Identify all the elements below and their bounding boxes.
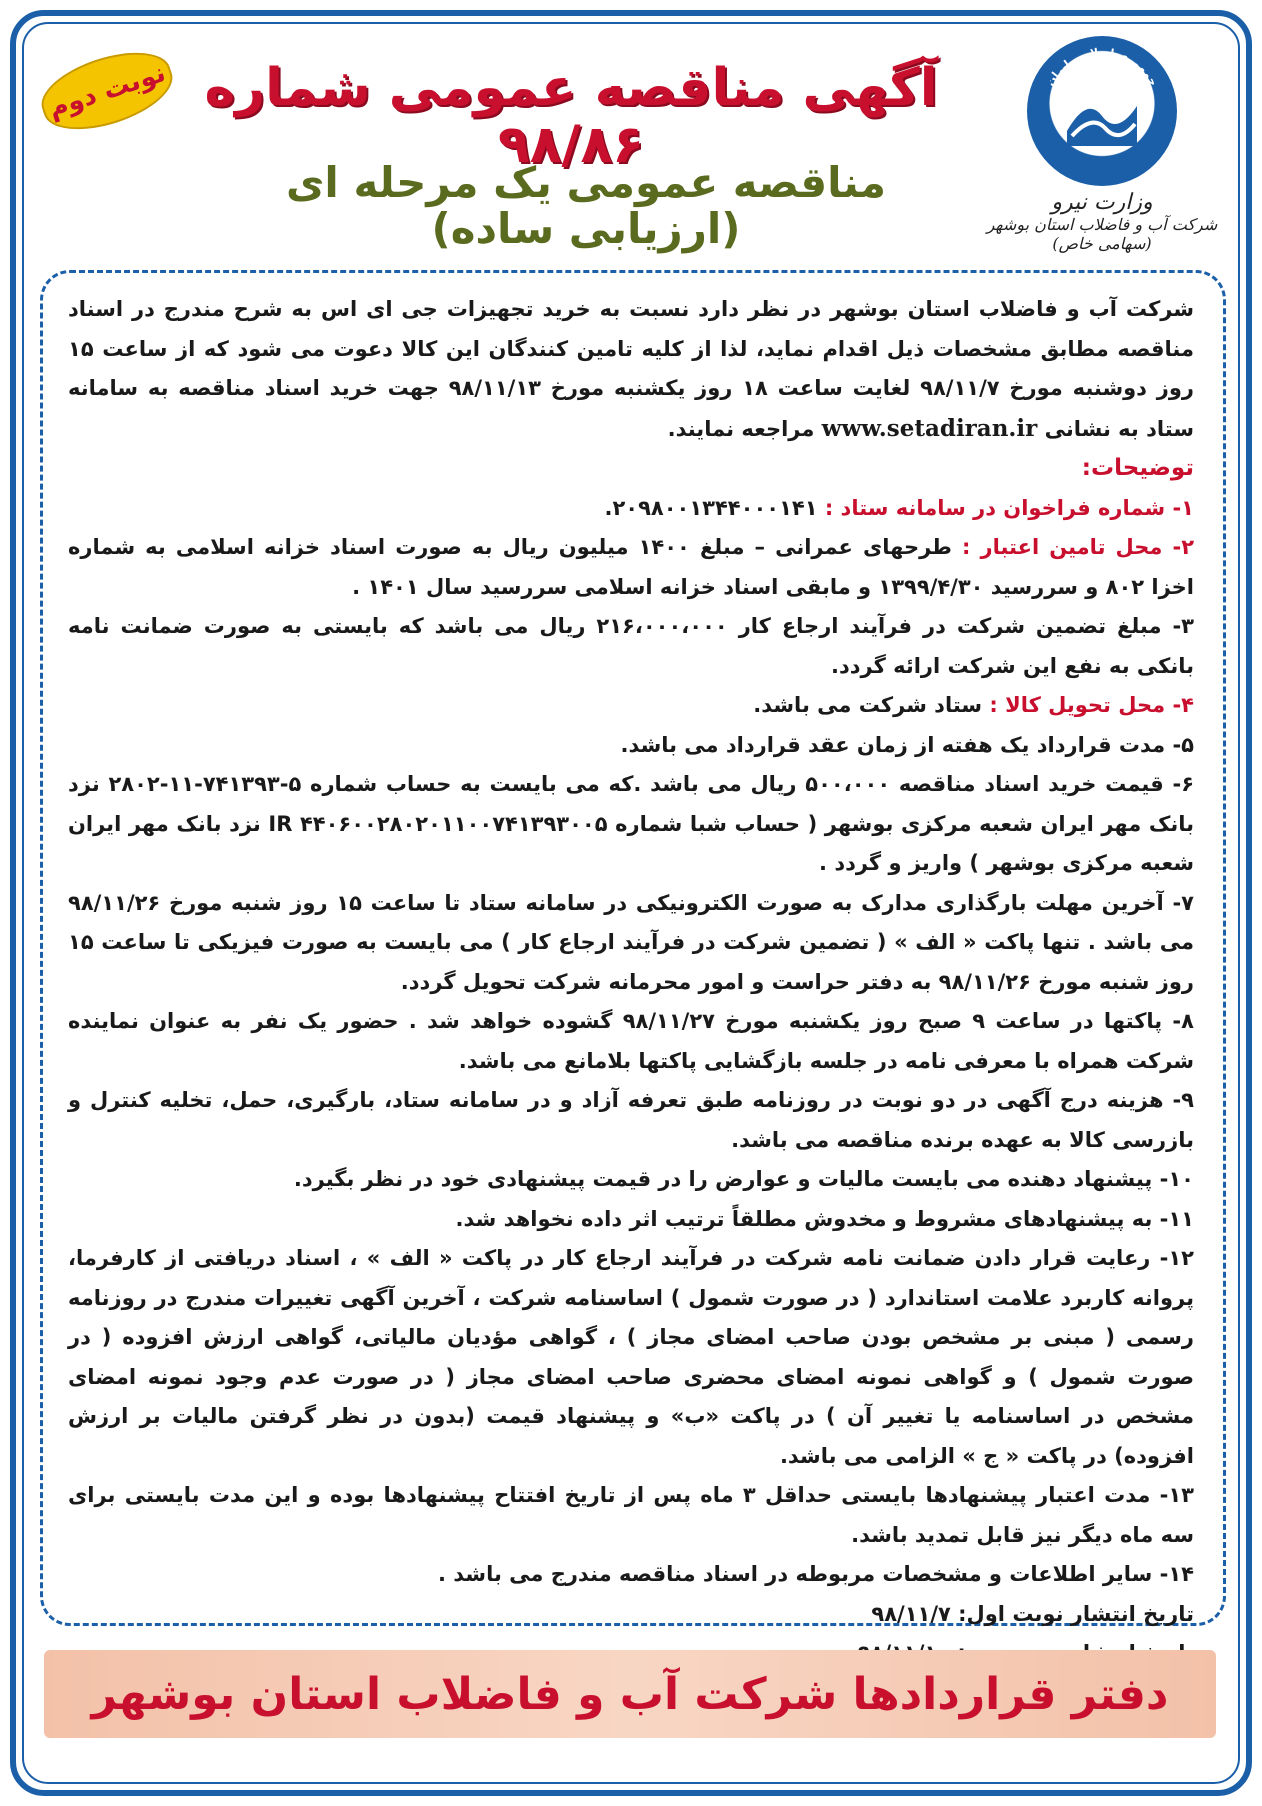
list-item — [68, 686, 1194, 726]
header — [30, 30, 1232, 260]
item-text: ۱۳- مدت اعتبار پیشنهادها بایستی حداقل ۳ ماه پس از تاریخ افتتاح پیشنهادها بوده و این مدت بایستی برای سه ماه دیگر نیز قابل تمدید باشد. — [68, 1483, 1194, 1547]
list-item — [68, 1555, 1194, 1595]
list-item — [68, 884, 1194, 1003]
list-item — [68, 528, 1194, 607]
list-item — [68, 607, 1194, 686]
item-text: ۲۰۹۸۰۰۱۳۴۴۰۰۰۱۴۱. — [604, 495, 818, 520]
item-text: ۶- قیمت خرید اسناد مناقصه ۵۰۰،۰۰۰ ریال می باشد .که می بایست به حساب شماره ۵-۷۴۱۳۹۳-۱۱-۲۸۰۲ نزد بانک مهر ایران شعبه مرکزی بوشهر ( حساب شبا شماره IR ۴۴۰۶۰۰۲۸۰۲۰۱۱۰۰۷۴۱۳۹۳۰۰۵ نزد بانک مهر ایران شعبه مرکزی بوشهر ) واریز و گردد . — [68, 772, 1195, 875]
footer-signature: دفتر قراردادها شرکت آب و فاضلاب استان بوشهر — [91, 1668, 1169, 1720]
intro-text-end: مراجعه نمایند. — [667, 416, 815, 441]
item-text: ۹- هزینه درج آگهی در دو نوبت در روزنامه طبق تعرفه آزاد و در سامانه ستاد، بارگیری، حمل، تخلیه کنترل و بازرسی کالا به عهده برنده مناقصه می باشد. — [68, 1088, 1194, 1152]
logo-block — [982, 36, 1222, 256]
publish-date-first: تاریخ انتشار نوبت اول: ۹۸/۱۱/۷ — [871, 1601, 1194, 1626]
item-text: ۱۲- رعایت قرار دادن ضمانت نامه شرکت در فرآیند ارجاع کار در پاکت « الف » ، اسناد دریافتی از کارفرما، پروانه کاربرد علامت استاندارد ( در صورت شمول ) اساسنامه شرکت ، آخرین آگهی تغییرات مندرج در روزنامه رسمی ( مبنی بر مشخص بودن صاحب امضای مجاز ) ، گواهی مؤدیان مالیاتی، گواهی ارزش افزوده ( در صورت شمول ) و گواهی نمونه امضای محضری صاحب امضای مجاز ( در صورت عدم وجود نمونه امضای مشخص در اساسنامه یا تغییر آن ) در پاکت «ب» و پیشنهاد قیمت (بدون در نظر گرفتن مالیات بر ارزش افزوده) در پاکت « ج » الزامی می باشد. — [68, 1246, 1194, 1468]
footer-bar — [44, 1650, 1216, 1738]
item-label: ۱- شماره فراخوان در سامانه ستاد : — [824, 495, 1194, 520]
item-text: ۱۱- به پیشنهادهای مشروط و مخدوش مطلقاً ترتیب اثر داده نخواهد شد. — [455, 1206, 1194, 1231]
list-item — [68, 726, 1194, 766]
turn-badge-label: نوبت دوم — [44, 58, 170, 124]
list-item — [68, 1476, 1194, 1555]
svg-text:جمهوری اسلامی ایران: جمهوری اسلامی ایران — [1043, 45, 1161, 89]
notice-body — [68, 290, 1194, 1674]
item-text: ۳- مبلغ تضمین شرکت در فرآیند ارجاع کار ۲۱۶،۰۰۰،۰۰۰ ریال می باشد که بایستی به صورت ضمانت نامه بانکی به نفع این شرکت ارائه گردد. — [68, 614, 1194, 678]
intro-text: شرکت آب و فاضلاب استان بوشهر در نظر دارد نسبت به خرید تجهیزات جی ای اس به شرح مندرج در اسناد مناقصه مطابق مشخصات ذیل اقدام نماید، لذا از کلیه تامین کنندگان این کالا دعوت می شود که از ساعت ۱۵ روز دوشنبه مورخ ۹۸/۱۱/۷ لغایت ساعت ۱۸ روز یکشنبه مورخ ۹۸/۱۱/۱۳ جهت خرید اسناد مناقصه به سامانه ستاد به نشانی — [68, 297, 1195, 441]
water-company-logo-icon — [1027, 36, 1177, 186]
item-label: ۲- محل تامین اعتبار : — [962, 535, 1195, 559]
item-text: ۱۴- سایر اطلاعات و مشخصات مربوطه در اسناد مناقصه مندرج می باشد . — [438, 1562, 1194, 1586]
item-text: ۷- آخرین مهلت بارگذاری مدارک به صورت الکترونیکی در سامانه ستاد تا ساعت ۱۵ روز شنبه مورخ ۹۸/۱۱/۲۶ می باشد . تنها پاکت « الف » ( تضمین شرکت در فرآیند ارجاع کار ) می بایست به صورت فیزیکی تا ساعت ۱۵ روز شنبه مورخ ۹۸/۱۱/۲۶ به دفتر حراست و امور محرمانه شرکت تحویل گردد. — [68, 890, 1194, 994]
page-title: آگهی مناقصه عمومی شماره ۹۸/۸۶ — [204, 58, 938, 176]
item-text: ۵- مدت قرارداد یک هفته از زمان عقد قرارداد می باشد. — [620, 732, 1194, 757]
item-text: ستاد شرکت می باشد. — [753, 693, 983, 717]
list-item — [68, 1002, 1194, 1081]
setad-url-link[interactable]: www.setadiran.ir — [821, 414, 1038, 442]
list-item — [68, 1081, 1194, 1160]
list-item — [68, 765, 1194, 884]
notes-heading: توضیحات: — [1081, 455, 1194, 481]
item-text: ۱۰- پیشنهاد دهنده می بایست مالیات و عوارض را در قیمت پیشنهادی خود در نظر بگیرد. — [293, 1167, 1194, 1191]
list-item — [68, 489, 1194, 529]
ministry-name: وزارت نیرو — [1051, 190, 1153, 215]
item-text: طرحهای عمرانی – مبلغ ۱۴۰۰ میلیون ریال به صورت اسناد خزانه اسلامی به شماره اخزا ۸۰۲ و سررسید ۱۳۹۹/۴/۳۰ و مابقی اسناد خزانه اسلامی سررسید سال ۱۴۰۱ . — [68, 535, 1194, 599]
page-subtitle: مناقصه عمومی یک مرحله ای (ارزیابی ساده) — [285, 158, 887, 254]
list-item — [68, 1200, 1194, 1240]
turn-badge — [33, 39, 181, 143]
item-text: ۸- پاکتها در ساعت ۹ صبح روز یکشنبه مورخ ۹۸/۱۱/۲۷ گشوده خواهد شد . حضور یک نفر به عنوان نماینده شرکت همراه با معرفی نامه در جلسه بازگشایی پاکتها بلامانع می باشد. — [68, 1009, 1194, 1073]
list-item — [68, 1239, 1194, 1476]
intro-paragraph — [68, 290, 1194, 449]
item-label: ۴- محل تحویل کالا : — [989, 693, 1194, 717]
list-item — [68, 1160, 1194, 1200]
company-name: شرکت آب و فاضلاب استان بوشهر (سهامی خاص) — [986, 215, 1218, 253]
